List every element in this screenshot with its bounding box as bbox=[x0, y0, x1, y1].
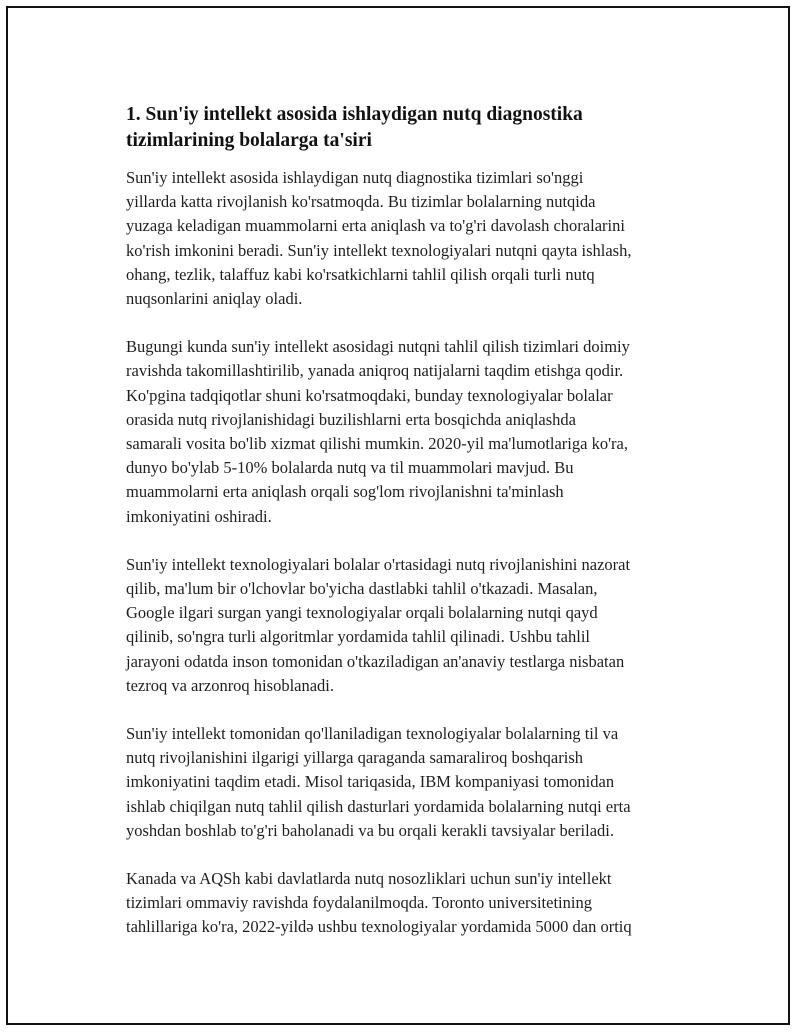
text-line: Sun'iy intellekt texnologiyalari bolalar o'rtasidagi nutq rivojlanishini nazorat bbox=[126, 554, 631, 574]
paragraph-1 bbox=[126, 166, 696, 311]
text-line: Sun'iy intellekt tomonidan qo'llaniladigan texnologiyalar bolalarning til va bbox=[126, 724, 619, 744]
paragraph-4 bbox=[126, 722, 696, 843]
text-line: Google ilgari surgan yangi texnologiyalar orqali bolalarning nutqi qayd bbox=[126, 603, 598, 623]
text-line: nuqsonlarini aniqlay oladi. bbox=[126, 289, 303, 309]
text-line: Sun'iy intellekt asosida ishlaydigan nutq diagnostika tizimlari so'nggi bbox=[126, 168, 584, 187]
text-line: dunyo bo'ylab 5-10% bolalarda nutq va til muammolari mavjud. Bu bbox=[126, 458, 574, 478]
heading-line: 1. Sun'iy intellekt asosida ishlaydigan nutq diagnostika bbox=[126, 104, 583, 125]
heading-line: tizimlarining bolalarga ta'siri bbox=[126, 130, 372, 151]
section-heading bbox=[126, 102, 696, 154]
text-line: ishlab chiqilgan nutq tahlil qilish dasturlari yordamida bolalarning nutqi erta bbox=[126, 796, 631, 816]
text-line: nutq rivojlanishini ilgarigi yillarga qaraganda samaraliroq boshqarish bbox=[126, 748, 583, 768]
text-line: ohang, tezlik, talaffuz kabi ko'rsatkichlarni tahlil qilish orqali turli nutq bbox=[126, 264, 595, 284]
text-line: tahlillariga ko'ra, 2022-yildə ushbu texnologiyalar yordamida 5000 dan ortiq bbox=[126, 917, 632, 937]
page-frame bbox=[6, 6, 790, 1025]
text-line: yuzaga keladigan muammolarni erta aniqlash va to'g'ri davolash choralarini bbox=[126, 216, 625, 236]
text-line: muammolarni erta aniqlash orqali sog'lom rivojlanishni ta'minlash bbox=[126, 482, 564, 502]
text-line: yillarda katta rivojlanish ko'rsatmoqda. Bu tizimlar bolalarning nutqida bbox=[126, 192, 596, 212]
text-line: Bugungi kunda sun'iy intellekt asosidagi nutqni tahlil qilish tizimlari doimiy bbox=[126, 337, 630, 357]
text-line: yoshdan boshlab to'g'ri baholanadi va bu orqali kerakli tavsiyalar beriladi. bbox=[126, 820, 614, 840]
text-line: imkoniyatini oshiradi. bbox=[126, 506, 272, 526]
paragraph-2 bbox=[126, 335, 696, 529]
text-line: Ko'pgina tadqiqotlar shuni ko'rsatmoqdaki, bunday texnologiyalar bolalar bbox=[126, 385, 613, 405]
document-body bbox=[126, 102, 696, 964]
text-line: ko'rish imkonini beradi. Sun'iy intellekt texnologiyalari nutqni qayta ishlash, bbox=[126, 240, 632, 260]
text-line: ravishda takomillashtirilib, yanada aniqroq natijalarni taqdim etishga qodir. bbox=[126, 361, 624, 381]
text-line: samarali vosita bo'lib xizmat qilishi mumkin. 2020-yil ma'lumotlariga ko'ra, bbox=[126, 434, 629, 454]
text-line: qilib, ma'lum bir o'lchovlar bo'yicha dastlabki tahlil o'tkazadi. Masalan, bbox=[126, 579, 598, 599]
text-line: Kanada va AQSh kabi davlatlarda nutq nosozliklari uchun sun'iy intellekt bbox=[126, 869, 612, 889]
text-line: imkoniyatini taqdim etadi. Misol tariqasida, IBM kompaniyasi tomonidan bbox=[126, 772, 615, 792]
paragraph-5 bbox=[126, 867, 696, 940]
text-line: jarayoni odatda inson tomonidan o'tkaziladigan an'anaviy testlarga nisbatan bbox=[126, 651, 625, 671]
text-line: orasida nutq rivojlanishidagi buzilishlarni erta bosqichda aniqlashda bbox=[126, 409, 576, 429]
text-line: tizimlari ommaviy ravishda foydalanilmoqda. Toronto universitetining bbox=[126, 893, 592, 913]
paragraph-3 bbox=[126, 553, 696, 698]
text-line: tezroq va arzonroq hisoblanadi. bbox=[126, 675, 335, 695]
text-line: qilinib, so'ngra turli algoritmlar yordamida tahlil qilinadi. Ushbu tahlil bbox=[126, 627, 590, 647]
